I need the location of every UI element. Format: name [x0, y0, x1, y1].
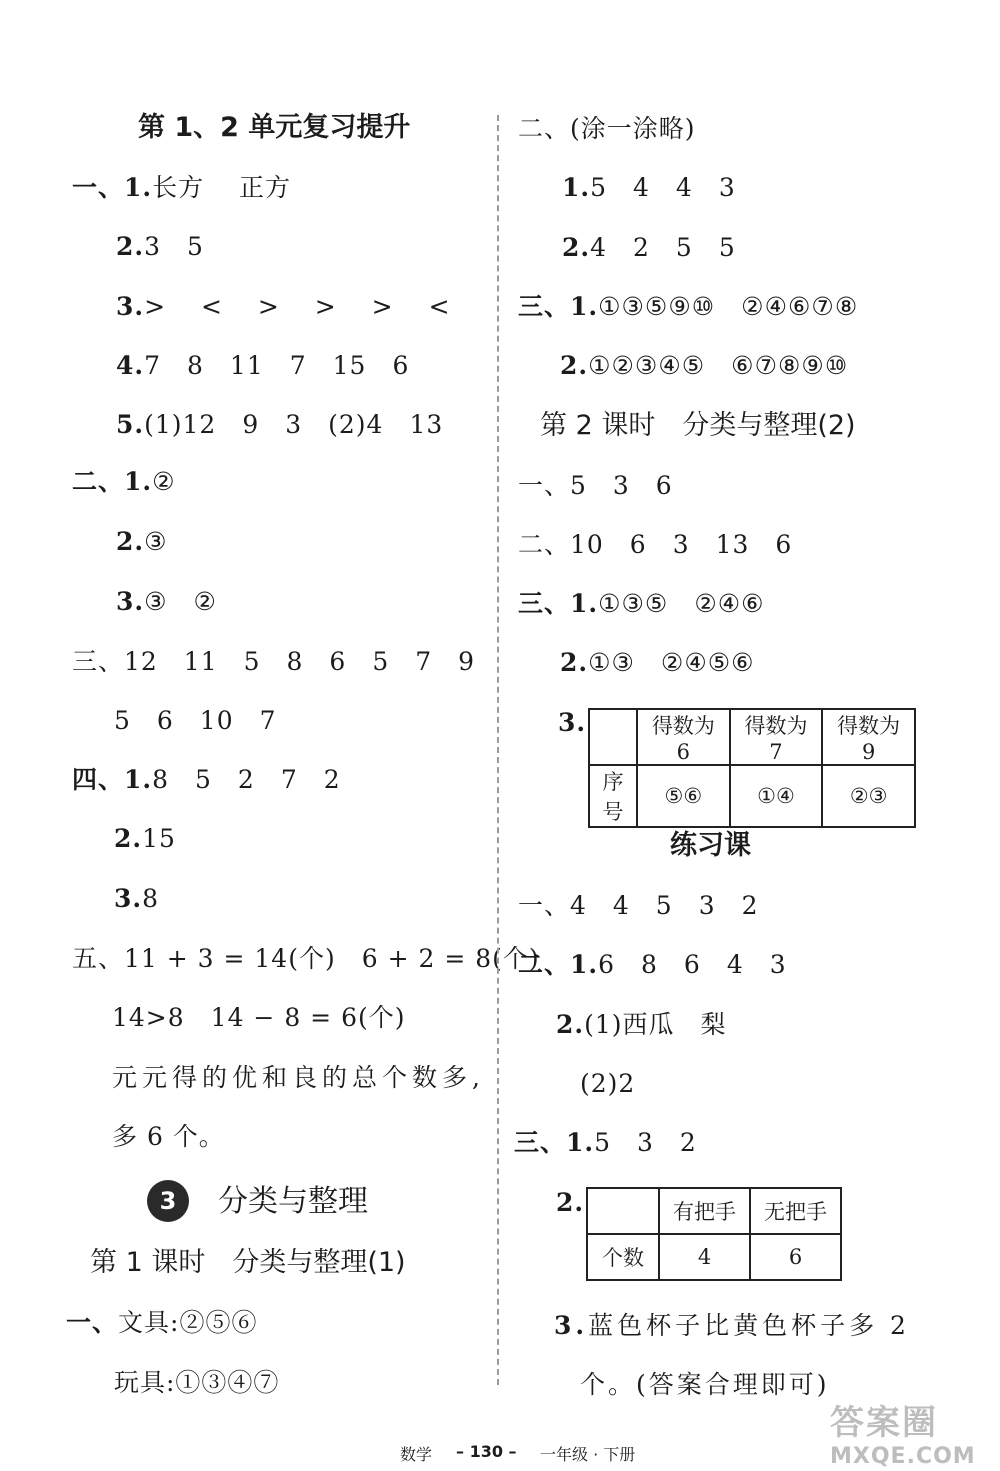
item-number: 1. [562, 173, 591, 202]
result-table [588, 708, 916, 828]
item-number: 二、1. [72, 467, 153, 496]
answer-line [556, 1188, 584, 1218]
answer-text: (1)西瓜 梨 [584, 1010, 727, 1039]
item-number: 三、1. [514, 1128, 595, 1157]
answer-line [116, 351, 409, 381]
answer-text: ①②③④⑤ ⑥⑦⑧⑨⑩ [588, 351, 849, 380]
answer-line: 二、(涂一涂略) [518, 114, 696, 143]
table-cell: 4 [659, 1234, 750, 1280]
answer-line [66, 1308, 257, 1338]
table-cell: ①④ [730, 765, 823, 827]
practice-title: 练习课 [670, 830, 751, 861]
answer-line [116, 410, 443, 440]
item-number: 3. [558, 708, 587, 737]
answer-line [518, 950, 787, 980]
table-cell: ②③ [822, 765, 915, 827]
item-number: 三、1. [518, 589, 599, 618]
chapter-title: 分类与整理 [218, 1184, 368, 1219]
item-number: 2. [562, 233, 591, 262]
answer-line [116, 292, 451, 322]
item-number: 2. [116, 232, 145, 261]
answer-text: 8 [142, 884, 160, 913]
page-number: – 130 – [456, 1442, 517, 1461]
answer-line [72, 173, 291, 203]
table-row [589, 765, 915, 827]
table-row-label: 序号 [589, 765, 637, 827]
answer-line [558, 708, 586, 738]
item-number: 2. [560, 648, 589, 677]
answer-text: 长方 正方 [152, 173, 292, 202]
item-number: 3. [116, 587, 145, 616]
item-number: 2. [556, 1188, 585, 1217]
answer-line: (2)2 [580, 1069, 636, 1098]
watermark-bottom: MXQE.COM [830, 1444, 976, 1469]
item-number: 一、1. [72, 173, 153, 202]
answer-line: 一、5 3 6 [518, 471, 673, 500]
answer-line [116, 587, 217, 617]
answer-line [114, 884, 159, 914]
item-number: 二、1. [518, 950, 599, 979]
watermark-top: 答案圈 [830, 1403, 938, 1443]
item-number: 2. [560, 351, 589, 380]
answer-line: 一、4 4 5 3 2 [518, 891, 759, 920]
item-number: 5. [116, 410, 145, 439]
answer-text: 5 4 4 3 [590, 173, 736, 202]
answer-line [116, 527, 168, 557]
answer-text: (1)12 9 3 (2)4 13 [144, 410, 444, 439]
answer-line [72, 467, 176, 497]
item-number: 2. [556, 1010, 585, 1039]
answer-line: 14>8 14 − 8 = 6(个) [112, 1003, 406, 1032]
answer-line [518, 589, 765, 619]
answer-line [114, 824, 176, 854]
table-row-label: 个数 [587, 1234, 659, 1280]
count-table [586, 1187, 842, 1281]
item-number: 4. [116, 351, 145, 380]
item-number: 一、 [66, 1308, 119, 1337]
answer-text: 15 [142, 824, 176, 853]
answer-text: ③ [144, 527, 168, 556]
item-number: 2. [116, 527, 145, 556]
answer-line [518, 292, 858, 322]
footer-grade: 一年级 · 下册 [540, 1445, 636, 1464]
lesson-title: 第 2 课时 分类与整理(2) [540, 410, 856, 441]
answer-text: 蓝色杯子比黄色杯子多 2 [588, 1311, 910, 1340]
answer-line: 5 6 10 7 [114, 706, 277, 735]
item-number: 3. [116, 292, 145, 321]
answer-text: 6 8 6 4 3 [598, 950, 787, 979]
answer-line [560, 648, 755, 678]
table-header: 得数为 7 [730, 709, 823, 765]
answer-text: 5 3 2 [594, 1128, 697, 1157]
table-header: 有把手 [659, 1188, 750, 1234]
answer-line: 个。(答案合理即可) [580, 1370, 830, 1399]
answer-line [116, 232, 204, 262]
item-number: 3. [114, 884, 143, 913]
answer-line: 玩具:①③④⑦ [114, 1368, 280, 1397]
answer-text: > < > > > < [144, 292, 451, 321]
table-cell [587, 1188, 659, 1234]
answer-line [562, 233, 736, 263]
table-row [587, 1188, 841, 1234]
answer-line [554, 1311, 910, 1341]
item-number: 四、1. [72, 765, 153, 794]
table-header: 得数为 9 [822, 709, 915, 765]
answer-text: ①③ ②④⑤⑥ [588, 648, 755, 677]
table-row [587, 1234, 841, 1280]
answer-text: 8 5 2 7 2 [152, 765, 341, 794]
answer-text: 3 5 [144, 232, 204, 261]
item-number: 3. [554, 1311, 589, 1340]
answer-line: 二、10 6 3 13 6 [518, 530, 793, 559]
unit-review-title: 第 1、2 单元复习提升 [138, 112, 411, 143]
answer-text: ①③⑤ ②④⑥ [598, 589, 765, 618]
table-header: 无把手 [750, 1188, 841, 1234]
item-number: 2. [114, 824, 143, 853]
answer-line: 三、12 11 5 8 6 5 7 9 [72, 647, 476, 676]
answer-line [556, 1010, 727, 1040]
answer-text: 文具:②⑤⑥ [118, 1308, 258, 1337]
table-cell: ⑤⑥ [637, 765, 730, 827]
answer-text: 4 2 5 5 [590, 233, 736, 262]
column-divider [497, 115, 499, 1385]
table-cell: 6 [750, 1234, 841, 1280]
answer-line: 多 6 个。 [112, 1122, 225, 1151]
table-header: 得数为 6 [637, 709, 730, 765]
answer-text: ①③⑤⑨⑩ ②④⑥⑦⑧ [598, 292, 859, 321]
watermark [830, 1395, 980, 1469]
table-cell [589, 709, 637, 765]
answer-text: ② [152, 467, 176, 496]
item-number: 三、1. [518, 292, 599, 321]
answer-line [562, 173, 736, 203]
answer-line [514, 1128, 697, 1158]
answer-line [72, 765, 341, 795]
lesson-title: 第 1 课时 分类与整理(1) [90, 1247, 406, 1278]
table-row [589, 709, 915, 765]
answer-line [560, 351, 848, 381]
answer-line: 五、11 + 3 = 14(个) 6 + 2 = 8(个) [72, 944, 540, 973]
chapter-badge: 3 [147, 1180, 189, 1222]
answer-text: ③ ② [144, 587, 217, 616]
answer-line: 元元得的优和良的总个数多, [112, 1063, 485, 1092]
answer-text: 7 8 11 7 15 6 [144, 351, 410, 380]
footer-subject: 数学 [400, 1445, 433, 1464]
